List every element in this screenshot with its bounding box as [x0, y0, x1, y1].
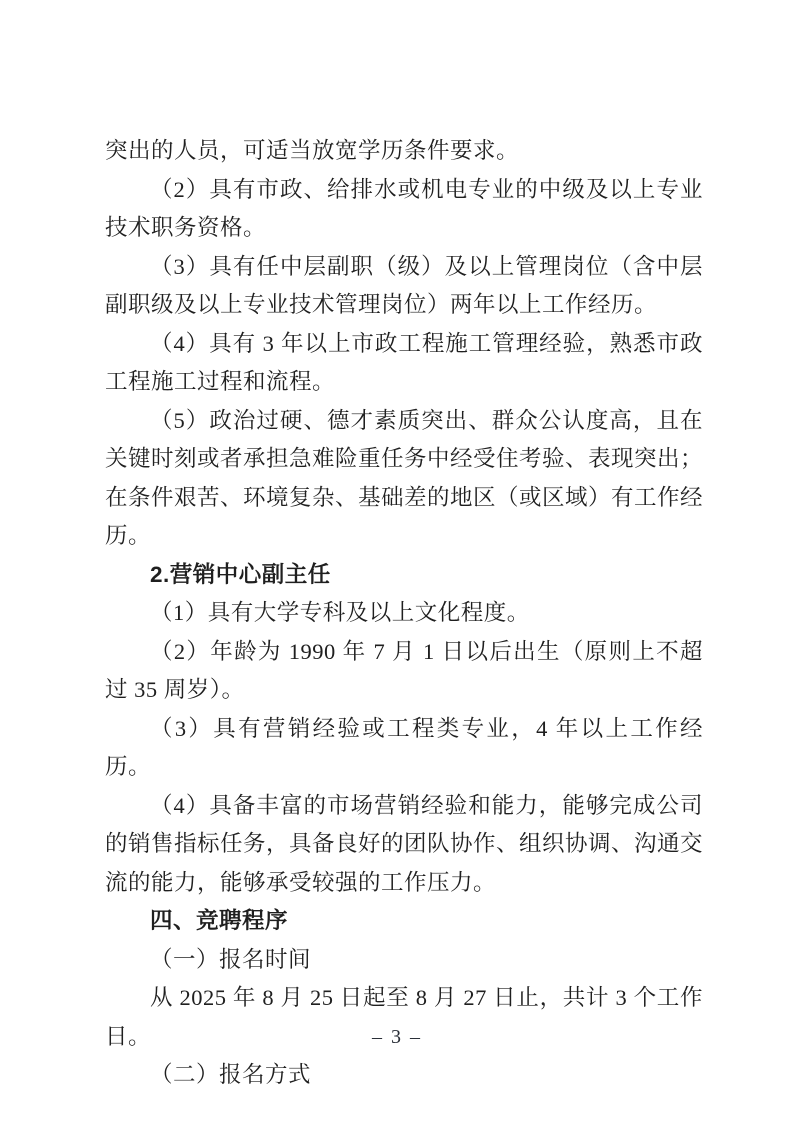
position2-requirement-4: （4）具备丰富的市场营销经验和能力，能够完成公司的销售指标任务，具备良好的团队协作、组织协调、沟通交流的能力，能够承受较强的工作压力。 — [105, 792, 704, 895]
signup-method-subheading: （二）报名方式 — [150, 1062, 312, 1087]
page-number: – 3 – — [372, 1026, 422, 1048]
section-4-heading: 四、竞聘程序 — [150, 908, 289, 933]
requirement-item-4: （4）具有 3 年以上市政工程施工管理经验，熟悉市政工程施工过程和流程。 — [105, 330, 703, 394]
requirement-item-2: （2）具有市政、给排水或机电专业的中级及以上专业技术职务资格。 — [105, 176, 703, 240]
continuation-paragraph: 突出的人员，可适当放宽学历条件要求。 — [105, 138, 520, 163]
position2-requirement-1: （1）具有大学专科及以上文化程度。 — [150, 600, 530, 625]
position2-requirement-3: （3）具有营销经验或工程类专业，4 年以上工作经历。 — [105, 715, 703, 779]
signup-time-subheading: （一）报名时间 — [150, 946, 312, 972]
requirement-item-3: （3）具有任中层副职（级）及以上管理岗位（含中层副职级及以上专业技术管理岗位）两年以上工作经历。 — [105, 253, 703, 317]
document-body — [105, 132, 703, 1095]
requirement-item-5: （5）政治过硬、德才素质突出、群众公认度高，且在关键时刻或者承担急难险重任务中经受住考验、表现突出；在条件艰苦、环境复杂、基础差的地区（或区域）有工作经历。 — [105, 407, 704, 548]
position-2-heading: 2.营销中心副主任 — [150, 561, 331, 587]
position2-requirement-2: （2）年龄为 1990 年 7 月 1 日以后出生（原则上不超过 35 周岁）。 — [105, 638, 703, 702]
signup-time-detail: 从 2025 年 8 月 25 日起至 8 月 27 日止，共计 3 个工作日。 — [105, 985, 703, 1049]
